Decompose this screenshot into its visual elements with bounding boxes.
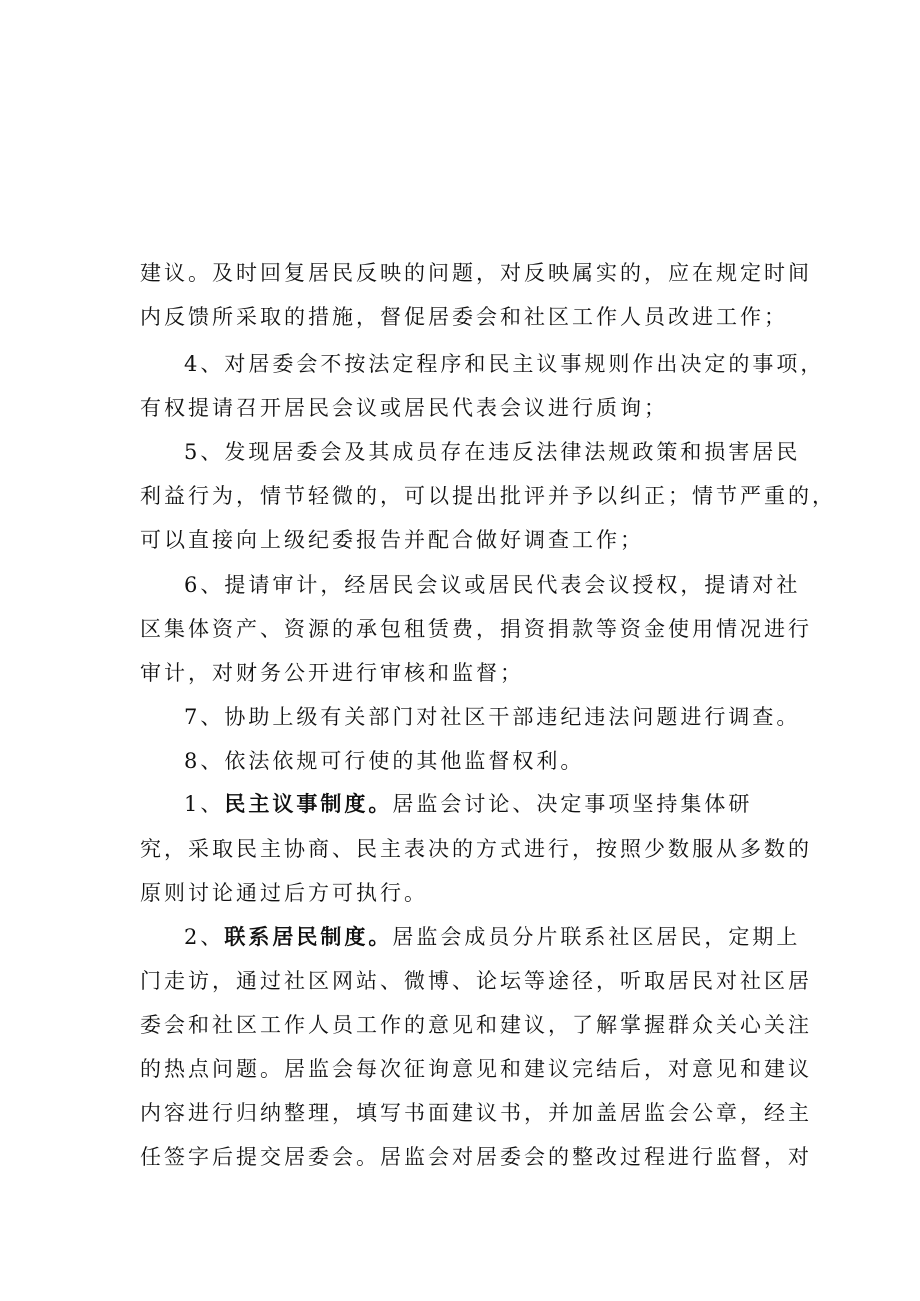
text-line: 内容进行归纳整理，填写书面建议书，并加盖居监会公章，经主 <box>140 1101 812 1125</box>
section-number: 1、 <box>184 792 225 816</box>
text-line: 内反馈所采取的措施，督促居委会和社区工作人员改进工作； <box>140 305 788 329</box>
text-line: 有权提请召开居民会议或居民代表会议进行质询； <box>140 396 668 420</box>
text-line: 建议。及时回复居民反映的问题，对反映属实的，应在规定时间 <box>140 261 812 285</box>
section-text: 居监会成员分片联系社区居民，定期上 <box>392 925 801 949</box>
text-line: 5、发现居委会及其成员存在违反法律法规政策和损害居民 <box>184 440 801 464</box>
text-line: 门走访，通过社区网站、微博、论坛等途径，听取居民对社区居 <box>140 969 812 993</box>
text-line: 利益行为，情节轻微的，可以提出批评并予以纠正；情节严重的， <box>140 484 836 508</box>
text-line: 7、协助上级有关部门对社区干部违纪违法问题进行调查。 <box>184 705 801 729</box>
section-heading-line <box>184 789 752 819</box>
section-heading: 民主议事制度。 <box>224 791 393 816</box>
text-line: 可以直接向上级纪委报告并配合做好调查工作； <box>140 528 644 552</box>
text-line: 委会和社区工作人员工作的意见和建议，了解掌握群众关心关注 <box>140 1013 812 1037</box>
section-text: 居监会讨论、决定事项坚持集体研 <box>392 792 753 816</box>
text-line: 究，采取民主协商、民主表决的方式进行，按照少数服从多数的 <box>140 837 812 861</box>
text-line: 6、提请审计，经居民会议或居民代表会议授权，提请对社 <box>184 573 801 597</box>
section-heading: 联系居民制度。 <box>224 924 393 949</box>
text-line: 任签字后提交居委会。居监会对居委会的整改过程进行监督，对 <box>140 1145 812 1169</box>
text-line: 的热点问题。居监会每次征询意见和建议完结后，对意见和建议 <box>140 1057 812 1081</box>
text-line: 8、依法依规可行使的其他监督权利。 <box>184 749 585 773</box>
text-line: 4、对居委会不按法定程序和民主议事规则作出决定的事项， <box>184 352 825 376</box>
section-number: 2、 <box>184 925 225 949</box>
text-line: 审计，对财务公开进行审核和监督； <box>140 661 524 685</box>
text-line: 原则讨论通过后方可执行。 <box>140 881 428 905</box>
text-line: 区集体资产、资源的承包租赁费，捐资捐款等资金使用情况进行 <box>140 617 812 641</box>
section-heading-line <box>184 922 800 952</box>
